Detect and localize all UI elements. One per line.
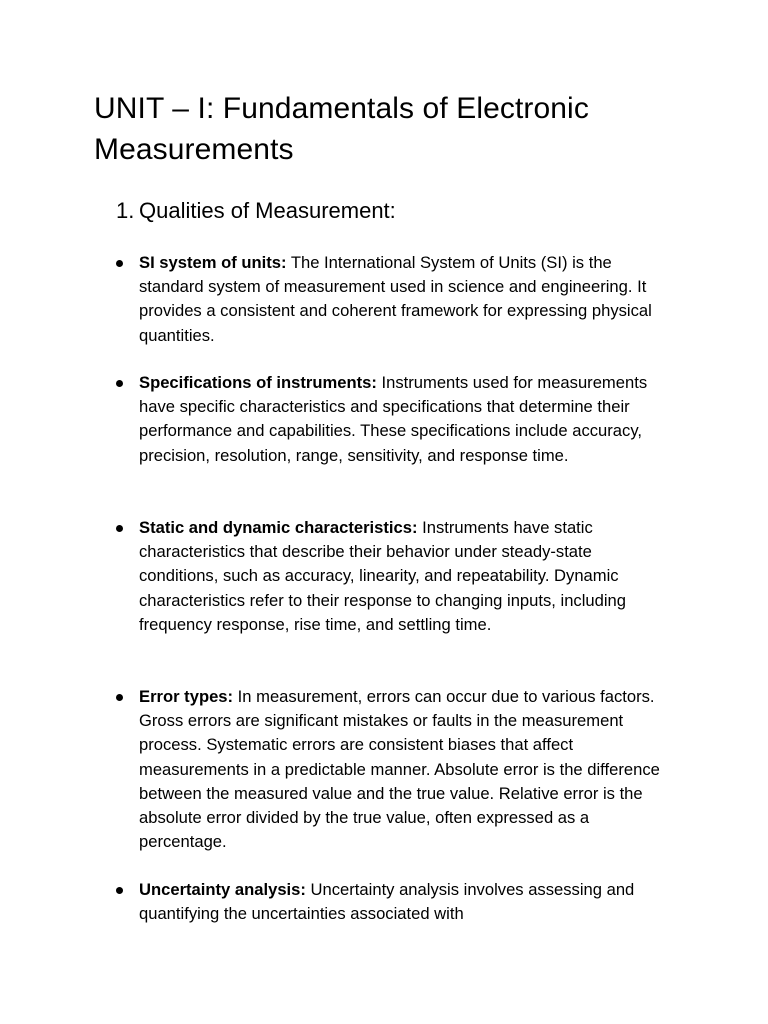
list-item-term: SI system of units: [139,253,287,272]
bullet-dot-icon [116,694,123,701]
section-heading [116,196,396,226]
list-item-term: Uncertainty analysis: [139,880,306,899]
section-number: 1. [116,198,135,223]
list-item-term: Error types: [139,687,234,706]
list-item-error-types [114,685,674,854]
list-item-text [139,685,674,854]
list-item-body: Uncertainty analysis involves assessing and quantifying the uncertainties associated with [139,880,635,924]
section-heading-text: Qualities of Measurement: [139,198,396,223]
list-item-body: Instruments used for measurements have specific characteristics and specifications that determine their performance and capabilities. These specifications include accuracy, precision, resolution, range, sensitivity, and response time. [139,373,648,465]
list-item-body: The International System of Units (SI) is the standard system of measurement used in science and engineering. It provides a consistent and coherent framework for expressing physical quantities. [139,253,652,345]
bullet-dot-icon [116,260,123,267]
list-item-text [139,516,674,637]
bullet-dot-icon [116,380,123,387]
list-item-uncertainty [114,878,674,926]
list-item-term: Static and dynamic characteristics: [139,518,418,537]
bullet-dot-icon [116,887,123,894]
list-item-term: Specifications of instruments: [139,373,377,392]
list-item-characteristics [114,516,674,637]
list-item-si-units [114,251,674,348]
list-item-specifications [114,371,674,468]
list-item-body: Instruments have static characteristics that describe their behavior under steady-state conditions, such as accuracy, linearity, and repeatability. Dynamic characteristics refer to their response to changing inputs, including frequency response, rise time, and settling time. [139,518,627,634]
list-item-text [139,251,674,348]
list-item-text [139,371,674,468]
bullet-dot-icon [116,525,123,532]
list-item-body: In measurement, errors can occur due to various factors. Gross errors are significant mistakes or faults in the measurement process. Systematic errors are consistent biases that affect measurements in a predictable manner. Absolute error is the difference between the measured value and the true value. Relative error is the absolute error divided by the true value, often expressed as a percentage. [139,687,660,852]
list-item-text [139,878,674,926]
page-title: UNIT – I: Fundamentals of Electronic Measurements [94,92,589,166]
